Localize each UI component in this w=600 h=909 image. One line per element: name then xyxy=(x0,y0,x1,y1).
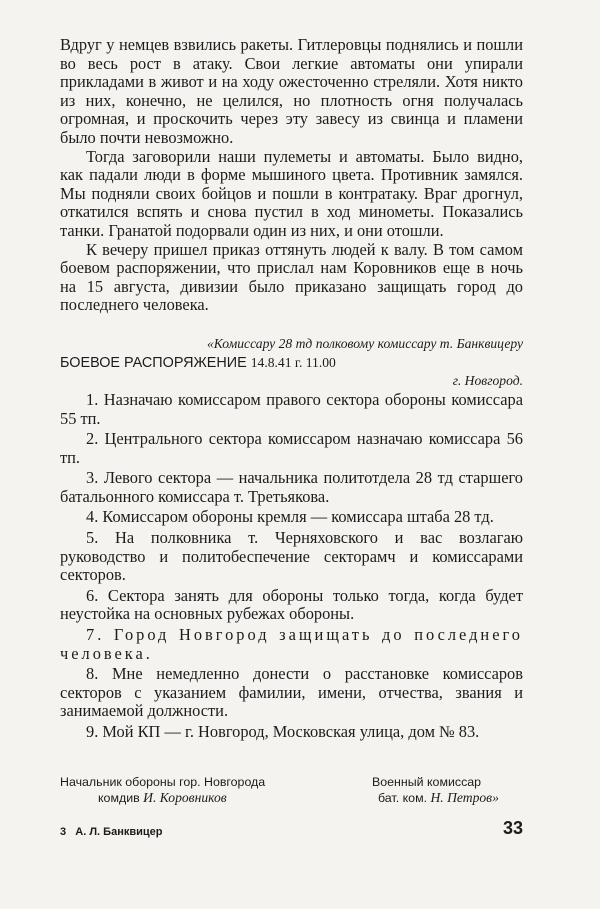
signature-left-name: И. Коровников xyxy=(143,790,227,805)
signature-right-name: Н. Петров» xyxy=(430,790,499,805)
signature-left-title: Начальник обороны гор. Новгорода xyxy=(60,775,266,789)
order-title: БОЕВОЕ РАСПОРЯЖЕНИЕ xyxy=(60,354,247,371)
order-items xyxy=(60,391,523,742)
signature-right-name-line xyxy=(372,790,499,806)
order-item: 3. Левого сектора — начальника политотдела 28 тд старшего батальонного комиссара т. Третьякова. xyxy=(60,468,523,506)
paragraph-1: Вдруг у немцев взвились ракеты. Гитлеровцы поднялись и пошли во весь рост в атаку. Свои легкие автоматы они упирали прикладами в живот и на ходу ожесточенно стреляли. Хотя никто из них, конечно, не целился, но плотность огня получалась огромная, и проскочить через эту завесу из свинца и пламени было почти невозможно. xyxy=(60,35,523,147)
signature-right-title: Военный комиссар xyxy=(372,775,482,789)
order-item: 8. Мне немедленно донести о расстановке комиссаров секторов с указанием фамилии, имени, отчества, звания и занимаемой должности. xyxy=(60,664,523,721)
signature-left xyxy=(60,774,265,806)
order-item: 7. Город Новгород защищать до последнего человека. xyxy=(60,625,523,663)
signature-left-rank: комдив xyxy=(98,791,140,805)
order-city: г. Новгород. xyxy=(452,372,523,388)
order-item: 5. На полковника т. Черняховского и вас возлагаю руководство и политобеспечение секторамч и комиссарами секторов. xyxy=(60,528,523,585)
order-item: 4. Комиссаром обороны кремля — комиссара штаба 28 тд. xyxy=(86,507,494,527)
page-body xyxy=(60,36,523,744)
order-address: «Комиссару 28 тд полковому комиссару т. Банквицеру xyxy=(207,335,523,351)
paragraph-2: Тогда заговорили наши пулеметы и автоматы. Было видно, как падали люди в форме мышиного цвета. Противник замялся. Мы подняли своих бойцов и пошли в контратаку. Враг дрогнул, откатился вспять и снова пустил в ход минометы. Показались танки. Гранатой подорвали один из них, и они отошли. xyxy=(60,146,523,240)
page-number: 33 xyxy=(502,818,523,838)
signature-right xyxy=(372,774,499,806)
signature-mark: 3 А. Л. Банквицер xyxy=(60,826,163,838)
order-item: 2. Центрального сектора комиссаром назначаю комиссара 56 тп. xyxy=(60,429,523,467)
paragraph-3: К вечеру пришел приказ оттянуть людей к валу. В том самом боевом распоряжении, что прислал нам Коровников еще в ночь на 15 августа, дивизии было приказано защищать город до последнего человека. xyxy=(60,239,523,315)
order-item: 9. Мой КП — г. Новгород, Московская улица, дом № 83. xyxy=(86,722,480,741)
order-item: 6. Сектора занять для обороны только тогда, когда будет неустойка на основных рубежах обороны. xyxy=(60,585,523,624)
signature-left-name-line xyxy=(60,790,265,806)
order-item: 1. Назначаю комиссаром правого сектора обороны комиссара 55 тп. xyxy=(60,389,523,428)
order-date: 14.8.41 г. 11.00 xyxy=(250,354,336,370)
page-footer xyxy=(60,818,523,840)
order-heading xyxy=(60,354,523,372)
signature-right-rank: бат. ком. xyxy=(378,791,428,805)
